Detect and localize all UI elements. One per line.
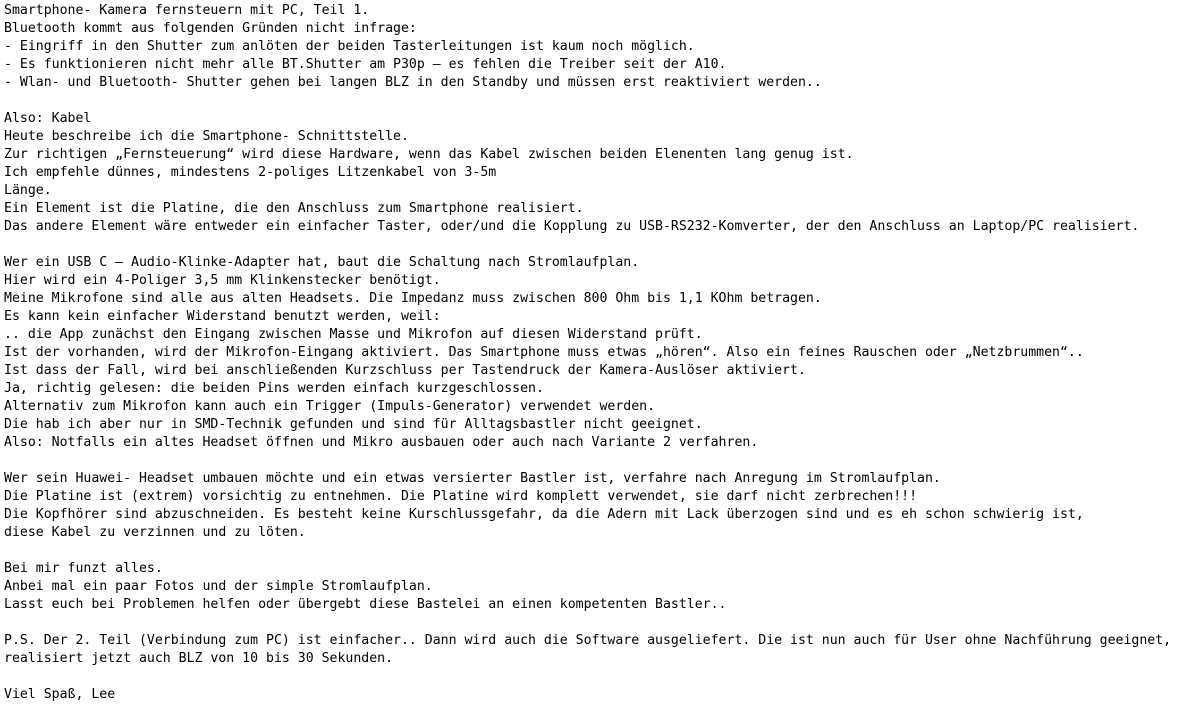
list-item: - Es funktionieren nicht mehr alle BT.Shutter am P30p – es fehlen die Treiber seit der A10. xyxy=(4,57,727,72)
signature-line: Viel Spaß, Lee xyxy=(4,687,116,702)
blank-line xyxy=(4,452,1183,470)
text-line: Ich empfehle dünnes, mindestens 2-poliges Litzenkabel von 3-5m xyxy=(4,165,497,180)
text-line: Wer ein USB C – Audio-Klinke-Adapter hat, baut die Schaltung nach Stromlaufplan. xyxy=(4,255,640,270)
blank-line xyxy=(4,542,1183,560)
text-line: .. die App zunächst den Eingang zwischen Masse und Mikrofon auf diesen Widerstand prüft. xyxy=(4,327,703,342)
text-line: Lasst euch bei Problemen helfen oder übergebt diese Bastelei an einen kompetenten Bastler.. xyxy=(4,597,727,612)
text-line: Die hab ich aber nur in SMD-Technik gefunden und sind für Alltagsbastler nicht geeignet. xyxy=(4,417,703,432)
blank-line xyxy=(4,668,1183,686)
text-line: Die Kopfhörer sind abzuschneiden. Es besteht keine Kurschlussgefahr, da die Adern mit Lack überzogen sind und es eh schon schwierig ist, xyxy=(4,507,1084,522)
text-line: Wer sein Huawei- Headset umbauen möchte und ein etwas versierter Bastler ist, verfahre nach Anregung im Stromlaufplan. xyxy=(4,471,941,486)
text-line: Alternativ zum Mikrofon kann auch ein Trigger (Impuls-Generator) verwendet werden. xyxy=(4,399,656,414)
text-line: Hier wird ein 4-Poliger 3,5 mm Klinkenstecker benötigt. xyxy=(4,273,441,288)
text-line: Also: Notfalls ein altes Headset öffnen und Mikro ausbauen oder auch nach Variante 2 verfahren. xyxy=(4,435,759,450)
text-line: Anbei mal ein paar Fotos und der simple Stromlaufplan. xyxy=(4,579,433,594)
text-line: Es kann kein einfacher Widerstand benutzt werden, weil: xyxy=(4,309,441,324)
text-line: Zur richtigen „Fernsteuerung“ wird diese Hardware, wenn das Kabel zwischen beiden Elenenten lang genug ist. xyxy=(4,147,854,162)
text-line: Bluetooth kommt aus folgenden Gründen nicht infrage: xyxy=(4,21,417,36)
text-line: Länge. xyxy=(4,183,52,198)
title-line: Smartphone- Kamera fernsteuern mit PC, Teil 1. xyxy=(4,3,370,18)
text-line: Ja, richtig gelesen: die beiden Pins werden einfach kurzgeschlossen. xyxy=(4,381,544,396)
text-line: Ein Element ist die Platine, die den Anschluss zum Smartphone realisiert. xyxy=(4,201,584,216)
text-line: Ist dass der Fall, wird bei anschließenden Kurzschluss per Tastendruck der Kamera-Auslöser aktiviert. xyxy=(4,363,806,378)
text-line: realisiert jetzt auch BLZ von 10 bis 30 Sekunden. xyxy=(4,651,394,666)
list-item: - Eingriff in den Shutter zum anlöten der beiden Tasterleitungen ist kaum noch möglich. xyxy=(4,39,695,54)
text-line: Also: Kabel xyxy=(4,111,92,126)
text-line: diese Kabel zu verzinnen und zu löten. xyxy=(4,525,306,540)
list-item: - Wlan- und Bluetooth- Shutter gehen bei langen BLZ in den Standby und müssen erst reaktiviert werden.. xyxy=(4,75,822,90)
blank-line xyxy=(4,236,1183,254)
text-line: Bei mir funzt alles. xyxy=(4,561,163,576)
text-line: Die Platine ist (extrem) vorsichtig zu entnehmen. Die Platine wird komplett verwendet, sie darf nicht zerbrechen!!! xyxy=(4,489,918,504)
blank-line xyxy=(4,614,1183,632)
text-line: Das andere Element wäre entweder ein einfacher Taster, oder/und die Kopplung zu USB-RS232-Komverter, der den Anschluss an Laptop/PC realisiert. xyxy=(4,219,1140,234)
text-line: P.S. Der 2. Teil (Verbindung zum PC) ist einfacher.. Dann wird auch die Software ausgeliefert. Die ist nun auch für User ohne Nachführung geeignet, xyxy=(4,633,1172,648)
text-line: Ist der vorhanden, wird der Mikrofon-Eingang aktiviert. Das Smartphone muss etwas „hören“. Also ein feines Rauschen oder „Netzbrummen“.. xyxy=(4,345,1084,360)
blank-line xyxy=(4,92,1183,110)
text-line: Meine Mikrofone sind alle aus alten Headsets. Die Impedanz muss zwischen 800 Ohm bis 1,1 KOhm betragen. xyxy=(4,291,822,306)
text-line: Heute beschreibe ich die Smartphone- Schnittstelle. xyxy=(4,129,409,144)
